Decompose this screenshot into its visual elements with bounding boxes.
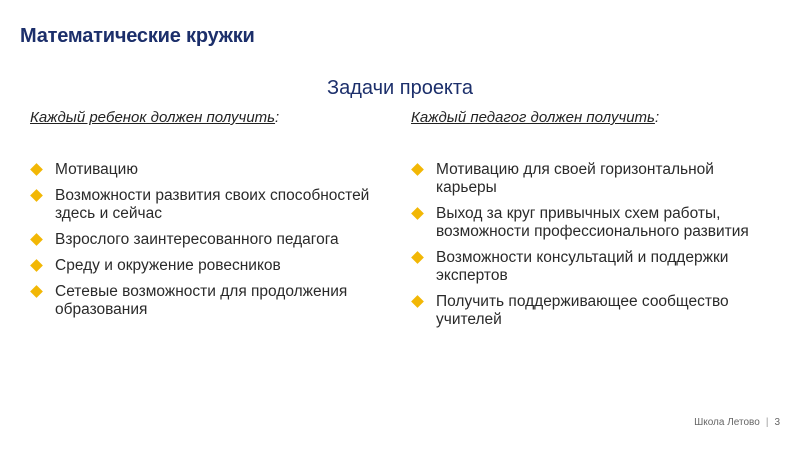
diamond-bullet-icon	[30, 233, 43, 246]
footer-org: Школа Летово	[694, 417, 760, 428]
list-item-text: Мотивацию	[55, 161, 138, 178]
diamond-bullet-icon	[411, 295, 424, 308]
list-item	[30, 283, 390, 319]
children-heading	[30, 109, 390, 126]
teachers-heading-colon: :	[654, 109, 660, 126]
diamond-bullet-icon	[411, 251, 424, 264]
page-number: 3	[774, 417, 780, 428]
list-item-text: Мотивацию для своей горизонтальной карьеры	[436, 161, 714, 196]
list-item-text: Выход за круг привычных схем работы, возможности профессионального развития	[436, 205, 749, 240]
list-item	[30, 257, 390, 275]
diamond-bullet-icon	[30, 285, 43, 298]
children-heading-text: Каждый ребенок должен получить	[30, 109, 276, 126]
diamond-bullet-icon	[30, 259, 43, 272]
teachers-heading-text: Каждый педагог должен получить	[411, 109, 655, 126]
list-item-text: Возможности развития своих способностей здесь и сейчас	[55, 187, 370, 222]
list-item	[30, 231, 390, 249]
diamond-bullet-icon	[30, 189, 43, 202]
footer	[694, 417, 780, 428]
list-item	[411, 249, 771, 285]
section-title: Задачи проекта	[327, 77, 473, 99]
list-item-text: Получить поддерживающее сообщество учителей	[436, 293, 729, 328]
footer-separator: |	[765, 417, 769, 428]
children-column	[30, 109, 390, 318]
teachers-heading	[411, 109, 771, 126]
teachers-bullet-list	[411, 161, 771, 337]
slide-title: Математические кружки	[20, 25, 255, 47]
list-item	[411, 293, 771, 329]
children-heading-colon: :	[275, 109, 280, 126]
list-item-text: Возможности консультаций и поддержки экспертов	[436, 249, 729, 284]
list-item	[411, 205, 771, 241]
list-item-text: Сетевые возможности для продолжения образования	[55, 283, 348, 318]
list-item	[30, 187, 390, 223]
diamond-bullet-icon	[411, 207, 424, 220]
children-bullet-list	[30, 161, 390, 327]
list-item-text: Среду и окружение ровесников	[55, 257, 281, 274]
diamond-bullet-icon	[411, 163, 424, 176]
teachers-column	[411, 109, 771, 328]
diamond-bullet-icon	[30, 163, 43, 176]
list-item	[30, 161, 390, 179]
list-item-text: Взрослого заинтересованного педагога	[55, 231, 339, 248]
list-item	[411, 161, 771, 197]
